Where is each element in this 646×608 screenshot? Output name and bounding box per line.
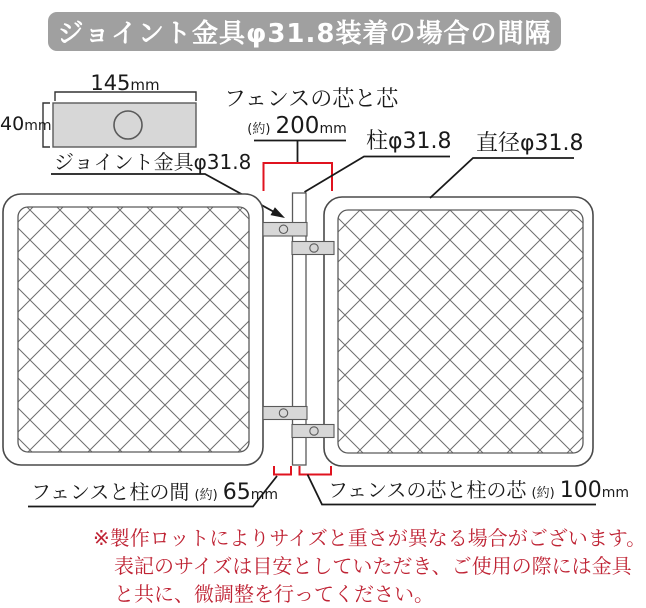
note-line: ※製作ロットによりサイズと重さが異なる場合がございます。 — [93, 526, 646, 550]
approx-prefix: (約) — [531, 486, 555, 501]
height-unit: mm — [24, 118, 52, 134]
post-diameter-label: 柱φ31.8 — [366, 129, 452, 154]
core-to-post-core-label — [328, 479, 629, 503]
frame-diameter-label: 直径φ31.8 — [476, 131, 584, 156]
fence-core-to-core-label: フェンスの芯と芯 — [224, 87, 399, 112]
core-to-core-bracket — [264, 163, 333, 191]
fence-to-post-bracket — [274, 466, 291, 475]
core-to-post-core-value: 100 — [559, 478, 602, 503]
width-unit: mm — [130, 76, 160, 94]
title-bar — [48, 12, 561, 51]
fence-to-post-text: フェンスと柱の間 — [31, 480, 190, 504]
core-to-post-core-text: フェンスの芯と柱の芯 — [328, 478, 527, 502]
left-fence-lattice — [18, 207, 249, 452]
fitting-width-label — [53, 72, 197, 95]
joint-fitting-drawing — [53, 103, 196, 147]
approx-prefix: (約) — [247, 122, 271, 137]
fitting-height-label — [0, 113, 52, 135]
core-to-post-core-bracket — [300, 466, 332, 475]
arrowhead-icon — [271, 207, 286, 218]
joint-fitting-top-left — [263, 223, 307, 237]
joint-fitting-bottom-left — [263, 407, 307, 420]
fence-to-post-unit: mm — [250, 487, 279, 503]
note-line: と共に、微調整を行ってください。 — [114, 582, 434, 606]
width-value: 145 — [90, 71, 131, 95]
note-line: 表記のサイズは目安としていただき、ご使用の際には金具 — [114, 554, 632, 578]
right-fence-lattice — [338, 210, 583, 453]
diameter-label-leader-line — [430, 158, 574, 198]
core-to-core-value: 200 — [275, 113, 320, 139]
approx-prefix: (約) — [194, 488, 218, 503]
core-to-core-unit: mm — [319, 121, 347, 137]
fence-to-post-value: 65 — [222, 480, 251, 505]
fence-core-to-core-value — [244, 114, 350, 139]
post-label-leader-line — [305, 157, 451, 193]
fence-to-post-label — [31, 481, 278, 505]
core-to-post-core-unit: mm — [601, 485, 630, 501]
height-value: 40 — [0, 113, 25, 135]
disclaimer-note — [93, 524, 646, 608]
page-title: ジョイント金具φ31.8装着の場合の間隔 — [57, 19, 552, 49]
joint-fitting-name-label: ジョイント金具φ31.8 — [54, 150, 252, 174]
